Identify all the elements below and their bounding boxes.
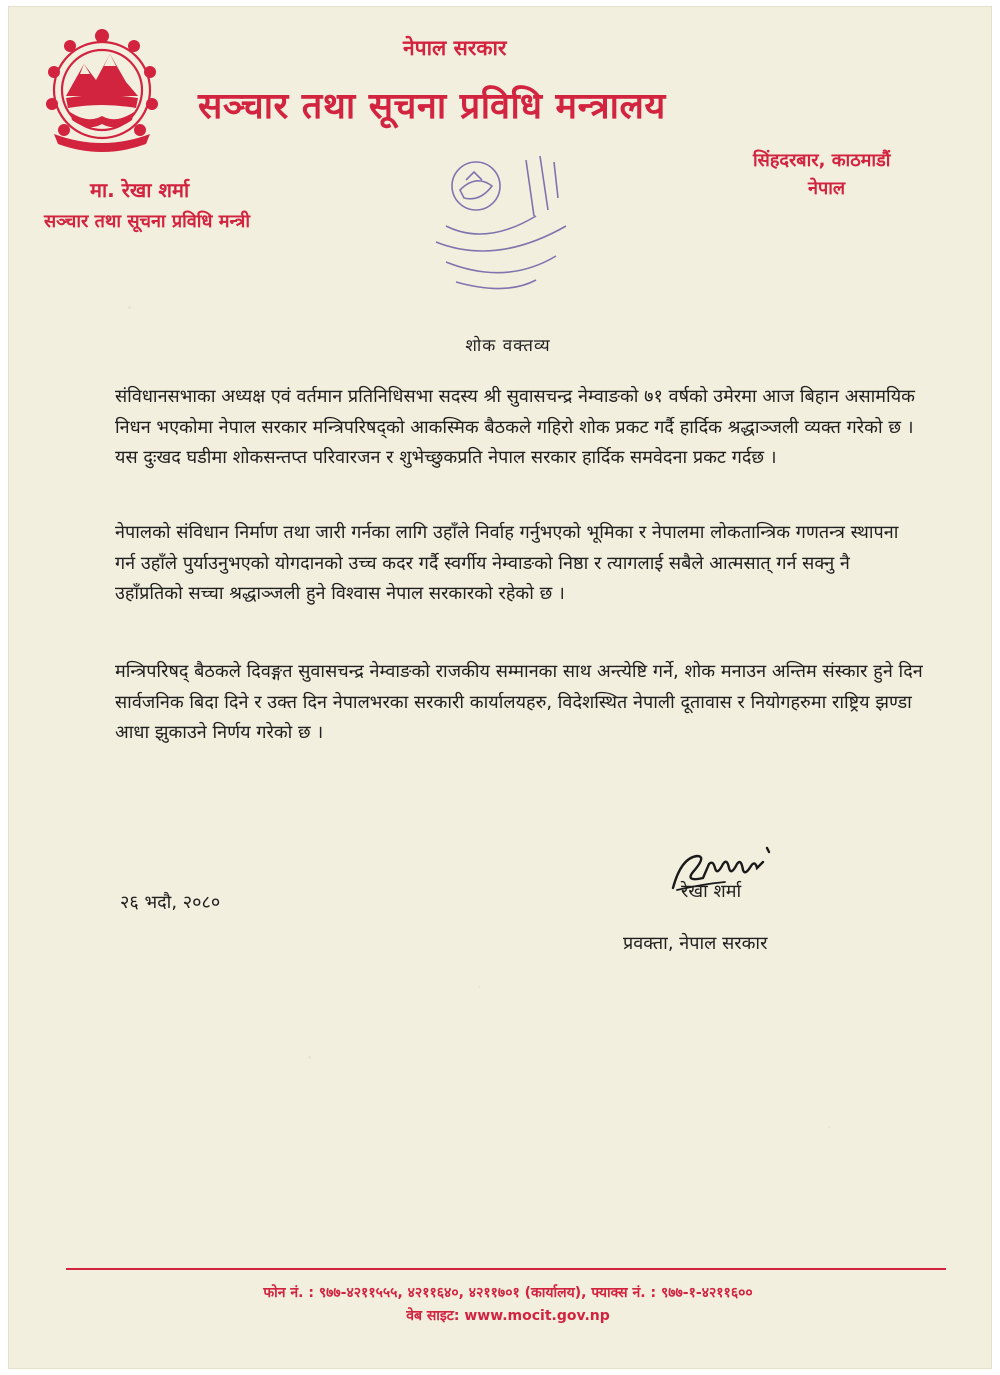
paper-speck: [308, 1056, 311, 1059]
statement-date: २६ भदौ, २०८०: [120, 892, 221, 913]
minister-title: सञ्चार तथा सूचना प्रविधि मन्त्री: [44, 211, 250, 232]
paper-speck: [478, 986, 480, 988]
address-line-2: नेपाल: [808, 178, 846, 199]
paper-speck: [828, 1126, 830, 1128]
government-title: नेपाल सरकार: [403, 36, 507, 60]
minister-name: मा. रेखा शर्मा: [90, 178, 190, 202]
paper-speck: [128, 306, 131, 309]
statement-paragraph-3: मन्त्रिपरिषद् बैठकले दिवङ्गत सुवासचन्द्र नेम्वाङको राजकीय सम्मानका साथ अन्त्येष्टि गर्ने, शोक मनाउन अन्तिम संस्कार हुने दिन सार्वजनिक बिदा दिने र उक्त दिन नेपालभरका सरकारी कार्यालयहरु, विदेशस्थित नेपाली दूतावास र नियोगहरुमा राष्ट्रिय झण्डा आधा झुकाउने निर्णय गरेको छ ।: [115, 661, 923, 743]
letter-sheet: [8, 6, 992, 1369]
ministry-title: सञ्चार तथा सूचना प्रविधि मन्त्रालय: [198, 86, 666, 127]
footer-contact: फोन नं. : ९७७-४२११५५५, ४२११६४०, ४२११७०१ (कार्यालय), फ्याक्स नं. : ९७७-१-४२११६००: [263, 1285, 753, 1301]
statement-paragraph-1: संविधानसभाका अध्यक्ष एवं वर्तमान प्रतिनिधिसभा सदस्य श्री सुवासचन्द्र नेम्वाङको ७१ वर्षको उमेरमा आज बिहान असामयिक निधन भएकोमा नेपाल सरकार मन्त्रिपरिषद्को आकस्मिक बैठकले गहिरो शोक प्रकट गर्दै हार्दिक श्रद्धाञ्जली व्यक्त गरेको छ । यस दुःखद घडीमा शोकसन्तप्त परिवारजन र शुभेच्छुकप्रति नेपाल सरकार हार्दिक समवेदना प्रकट गर्दछ ।: [115, 386, 915, 468]
nepal-emblem-icon: [40, 24, 165, 152]
signatory-title: प्रवक्ता, नेपाल सरकार: [623, 933, 768, 954]
footer-divider: [66, 1268, 946, 1270]
statement-paragraph-2: नेपालको संविधान निर्माण तथा जारी गर्नका लागि उहाँले निर्वाह गर्नुभएको भूमिका र नेपालमा लोकतान्त्रिक गणतन्त्र स्थापना गर्न उहाँले पुर्याउनुभएको योगदानको उच्च कदर गर्दै स्वर्गीय नेम्वाङको निष्ठा र त्यागलाई सबैले आत्मसात् गर्न सक्नु नै उहाँप्रतिको सच्चा श्रद्धाञ्जली हुने विश्वास नेपाल सरकारको रहेको छ ।: [115, 522, 899, 604]
statement-heading: शोक वक्तव्य: [465, 336, 551, 356]
footer-website: वेब साइट: www.mocit.gov.np: [406, 1308, 610, 1324]
address-line-1: सिंहदरबार, काठमाडौं: [753, 150, 891, 171]
signatory-name: रेखा शर्मा: [681, 881, 742, 902]
ministry-stamp-icon: [416, 146, 596, 306]
